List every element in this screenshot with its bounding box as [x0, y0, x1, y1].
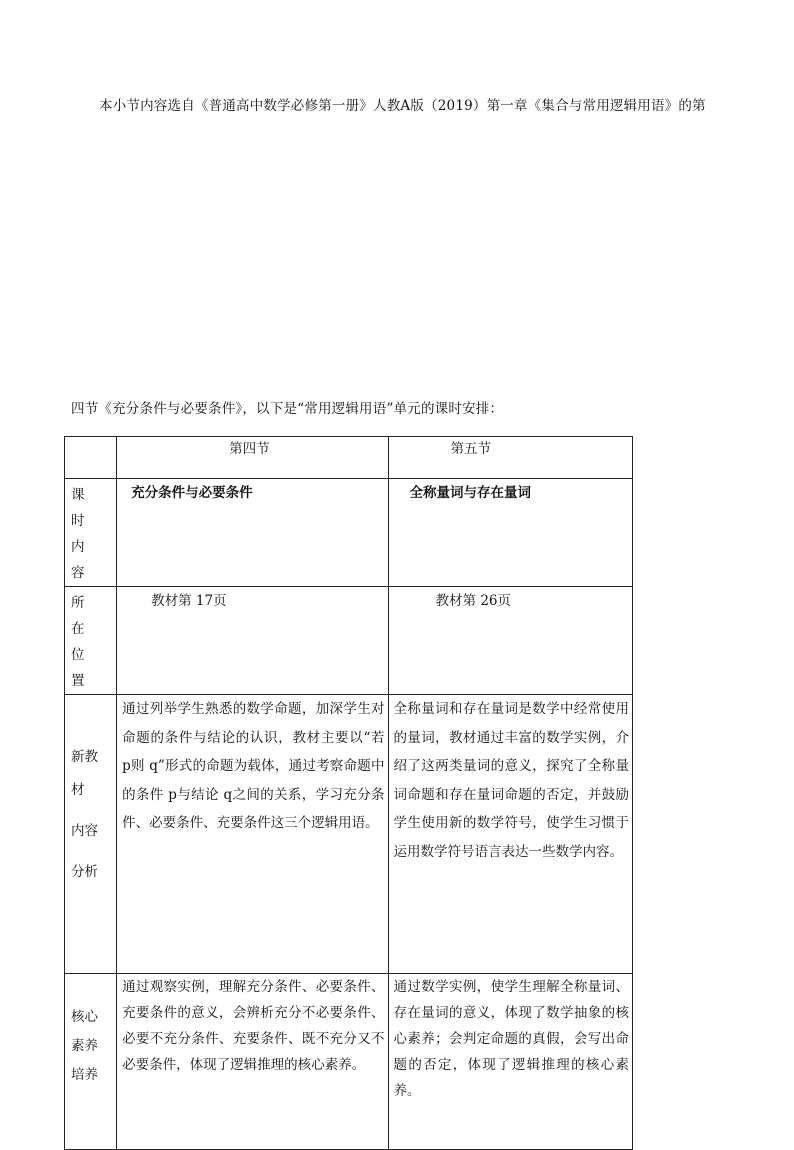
table-row [65, 587, 633, 695]
lesson-content-section-5: 全称量词与存在量词 [388, 479, 632, 587]
header-section-4: 第四节 [117, 437, 388, 479]
lesson-schedule-table [64, 436, 633, 1150]
header-section-5: 第五节 [388, 437, 632, 479]
row-label-lesson-content: 课时内容 [65, 479, 117, 587]
row-label-location: 所在位置 [65, 587, 117, 695]
row-label-textbook-analysis: 新教 材 内容 分析 [65, 695, 117, 974]
table-row [65, 695, 633, 974]
lesson-content-section-4: 充分条件与必要条件 [117, 479, 388, 587]
textbook-analysis-section-4: 通过列举学生熟悉的数学命题，加深学生对命题的条件与结论的认识，教材主要以“若 p则 q”形式的命题为载体，通过考察命题中的条件 p与结论 q之间的关系，学习充分条件、必要条件、充要条件这三个逻辑用语。 [117, 695, 388, 974]
header-empty-cell [65, 437, 117, 479]
table-row [65, 974, 633, 1150]
core-literacy-section-4: 通过观察实例，理解充分条件、必要条件、充要条件的意义，会辨析充分不必要条件、必要不充分条件、充要条件、既不充分又不必要条件，体现了逻辑推理的核心素养。 [117, 974, 388, 1150]
intro-paragraph-line-2: 四节《充分条件与必要条件》，以下是“常用逻辑用语”单元的课时安排： [71, 401, 504, 417]
location-section-5: 教材第 26页 [388, 587, 632, 695]
row-label-core-literacy: 核心 素养 培养 [65, 974, 117, 1150]
location-section-4: 教材第 17页 [117, 587, 388, 695]
core-literacy-section-5: 通过数学实例，使学生理解全称量词、存在量词的意义，体现了数学抽象的核心素养；会判定命题的真假，会写出命题的否定，体现了逻辑推理的核心素养。 [388, 974, 632, 1150]
textbook-analysis-section-5: 全称量词和存在量词是数学中经常使用的量词，教材通过丰富的数学实例，介绍了这两类量词的意义，探究了全称量词命题和存在量词命题的否定，并鼓励学生使用新的数学符号，使学生习惯于运用数学符号语言表达一些数学内容。 [388, 695, 632, 974]
table-row [65, 479, 633, 587]
table-header-row [65, 437, 633, 479]
intro-paragraph-line-1: 本小节内容选自《普通高中数学必修第一册》人教A版（2019）第一章《集合与常用逻辑用语》的第 [99, 98, 706, 114]
